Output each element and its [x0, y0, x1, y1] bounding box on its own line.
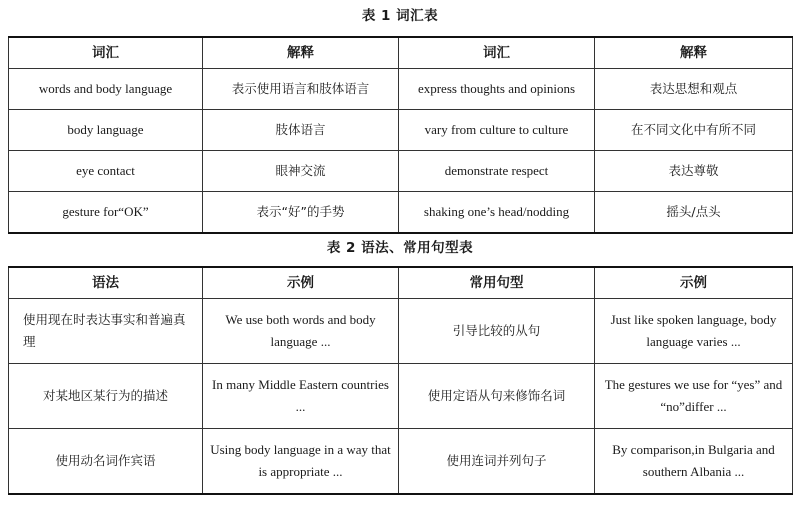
pattern-example: Just like spoken language, body language varies ... [595, 299, 793, 364]
vocab-term: gesture for“OK” [9, 192, 203, 234]
vocab-meaning: 表示使用语言和肢体语言 [203, 69, 399, 110]
sentence-pattern: 引导比较的从句 [399, 299, 595, 364]
pattern-example: The gestures we use for “yes” and “no”differ ... [595, 364, 793, 429]
table-row [9, 151, 793, 192]
pattern-example: By comparison,in Bulgaria and southern Albania ... [595, 429, 793, 495]
vocab-meaning: 表示“好”的手势 [203, 192, 399, 234]
grammar-example: In many Middle Eastern countries ... [203, 364, 399, 429]
vocab-term: words and body language [9, 69, 203, 110]
vocab-term: demonstrate respect [399, 151, 595, 192]
vocab-meaning: 摇头/点头 [595, 192, 793, 234]
table1-caption: 表 1 词汇表 [361, 8, 439, 24]
grammar-table [8, 266, 793, 495]
vocab-meaning: 肢体语言 [203, 110, 399, 151]
header-cell: 词汇 [9, 37, 203, 69]
table-row [9, 299, 793, 364]
vocab-meaning: 表达思想和观点 [595, 69, 793, 110]
table-row [9, 69, 793, 110]
table-row [9, 192, 793, 234]
grammar-example: Using body language in a way that is appropriate ... [203, 429, 399, 495]
header-cell: 词汇 [399, 37, 595, 69]
vocabulary-table [8, 36, 793, 234]
vocab-meaning: 表达尊敬 [595, 151, 793, 192]
vocab-term: express thoughts and opinions [399, 69, 595, 110]
header-cell: 常用句型 [399, 267, 595, 299]
header-cell: 解释 [203, 37, 399, 69]
table-header-row [9, 267, 793, 299]
sentence-pattern: 使用连词并列句子 [399, 429, 595, 495]
header-cell: 示例 [595, 267, 793, 299]
table-row [9, 110, 793, 151]
table-row [9, 429, 793, 495]
grammar-point: 对某地区某行为的描述 [9, 364, 203, 429]
table-row [9, 364, 793, 429]
vocab-term: eye contact [9, 151, 203, 192]
table2-caption: 表 2 语法、常用句型表 [326, 240, 474, 256]
grammar-example: We use both words and body language ... [203, 299, 399, 364]
header-cell: 解释 [595, 37, 793, 69]
vocab-term: body language [9, 110, 203, 151]
vocab-term: shaking one’s head/nodding [399, 192, 595, 234]
grammar-point: 使用动名词作宾语 [9, 429, 203, 495]
vocab-meaning: 在不同文化中有所不同 [595, 110, 793, 151]
header-cell: 示例 [203, 267, 399, 299]
table-header-row [9, 37, 793, 69]
grammar-point: 使用现在时表达事实和普遍真理 [9, 299, 203, 364]
vocab-term: vary from culture to culture [399, 110, 595, 151]
header-cell: 语法 [9, 267, 203, 299]
vocab-meaning: 眼神交流 [203, 151, 399, 192]
sentence-pattern: 使用定语从句来修饰名词 [399, 364, 595, 429]
